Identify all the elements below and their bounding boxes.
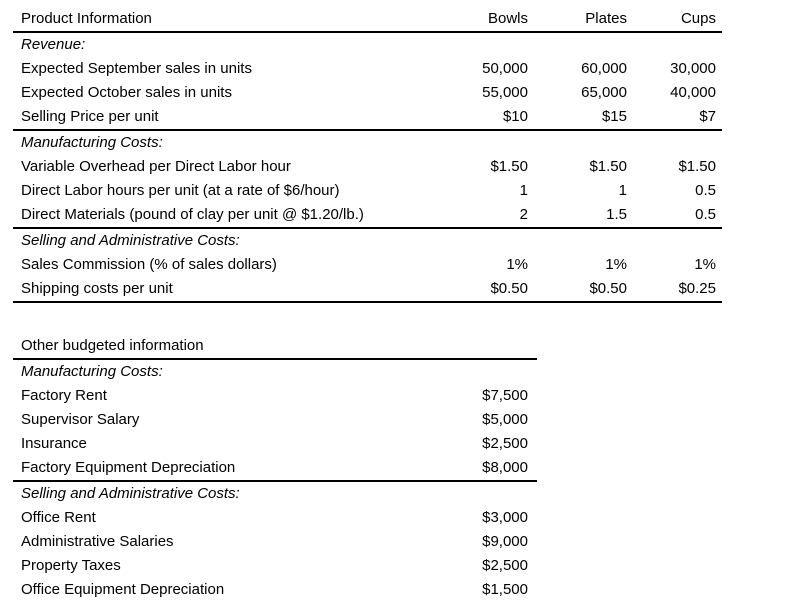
value-cups: $0.25	[633, 277, 722, 302]
section-row-selling-admin-costs	[13, 481, 537, 506]
value-cups: 0.5	[695, 182, 716, 199]
row-label: Variable Overhead per Direct Labor hour	[21, 158, 291, 175]
row-label: Factory Equipment Depreciation	[13, 456, 427, 481]
other-budgeted-information-table	[13, 334, 537, 602]
value-bowls: 55,000	[482, 84, 528, 101]
row-value: $5,000	[482, 411, 528, 428]
row-label: Sales Commission (% of sales dollars)	[21, 256, 277, 273]
section-row-selling-admin-costs	[13, 228, 722, 253]
section-label: Manufacturing Costs:	[21, 134, 163, 151]
row-label: Office Rent	[21, 509, 96, 526]
row-label: Expected September sales in units	[21, 60, 252, 77]
row-administrative-salaries	[13, 530, 537, 554]
row-office-rent	[13, 506, 537, 530]
row-value: $1,500	[482, 581, 528, 598]
row-factory-equipment-depreciation	[13, 456, 537, 481]
value-plates: 65,000	[581, 84, 627, 101]
value-bowls: $1.50	[490, 158, 528, 175]
row-value: $9,000	[482, 533, 528, 550]
row-direct-labor-hours	[13, 179, 722, 203]
row-variable-overhead	[13, 155, 722, 179]
section-label: Selling and Administrative Costs:	[21, 485, 240, 502]
row-label: Shipping costs per unit	[13, 277, 434, 302]
row-label: Factory Rent	[21, 387, 107, 404]
value-bowls: 2	[434, 203, 534, 228]
row-label: Property Taxes	[21, 557, 121, 574]
value-cups: 30,000	[670, 60, 716, 77]
row-selling-price-per-unit	[13, 105, 722, 130]
value-cups: 0.5	[633, 203, 722, 228]
product-information-table	[13, 7, 722, 303]
section-label: Manufacturing Costs:	[21, 363, 163, 380]
value-plates: 1.5	[534, 203, 633, 228]
other-table-title: Other budgeted information	[13, 334, 537, 359]
value-plates: 1%	[605, 256, 627, 273]
row-office-equipment-depreciation	[13, 578, 537, 602]
row-value: $8,000	[427, 456, 537, 481]
section-label: Revenue:	[21, 36, 86, 53]
row-expected-september-sales	[13, 57, 722, 81]
row-label: Direct Materials (pound of clay per unit @ $1.20/lb.)	[13, 203, 434, 228]
row-direct-materials	[13, 203, 722, 228]
value-cups: 40,000	[670, 84, 716, 101]
row-label: Administrative Salaries	[21, 533, 174, 550]
value-cups: $1.50	[678, 158, 716, 175]
column-header-cups: Cups	[633, 7, 722, 32]
value-plates: $0.50	[534, 277, 633, 302]
section-row-revenue	[13, 32, 722, 57]
row-value: $2,500	[482, 435, 528, 452]
value-bowls: 1	[519, 182, 528, 199]
row-expected-october-sales	[13, 81, 722, 105]
row-label: Insurance	[21, 435, 87, 452]
value-cups: 1%	[694, 256, 716, 273]
value-plates: 60,000	[581, 60, 627, 77]
row-factory-rent	[13, 384, 537, 408]
row-supervisor-salary	[13, 408, 537, 432]
section-row-manufacturing-costs	[13, 359, 537, 384]
section-row-manufacturing-costs	[13, 130, 722, 155]
value-plates: 1	[618, 182, 627, 199]
row-label: Expected October sales in units	[21, 84, 232, 101]
product-table-header-row	[13, 7, 722, 32]
row-label: Selling Price per unit	[13, 105, 434, 130]
other-table-header-row	[13, 334, 537, 359]
value-bowls: $10	[434, 105, 534, 130]
value-plates: $1.50	[589, 158, 627, 175]
value-plates: $15	[534, 105, 633, 130]
row-value: $7,500	[482, 387, 528, 404]
value-bowls: 1%	[506, 256, 528, 273]
product-table-title: Product Information	[13, 7, 434, 32]
column-header-plates: Plates	[534, 7, 633, 32]
value-cups: $7	[633, 105, 722, 130]
row-label: Office Equipment Depreciation	[21, 581, 225, 598]
row-insurance	[13, 432, 537, 456]
section-label: Selling and Administrative Costs:	[21, 232, 240, 249]
row-property-taxes	[13, 554, 537, 578]
column-header-bowls: Bowls	[434, 7, 534, 32]
row-value: $2,500	[482, 557, 528, 574]
row-label: Direct Labor hours per unit (at a rate of $6/hour)	[21, 182, 340, 199]
row-shipping-costs	[13, 277, 722, 302]
row-sales-commission	[13, 253, 722, 277]
value-bowls: $0.50	[434, 277, 534, 302]
value-bowls: 50,000	[482, 60, 528, 77]
row-value: $3,000	[482, 509, 528, 526]
row-label: Supervisor Salary	[21, 411, 140, 428]
